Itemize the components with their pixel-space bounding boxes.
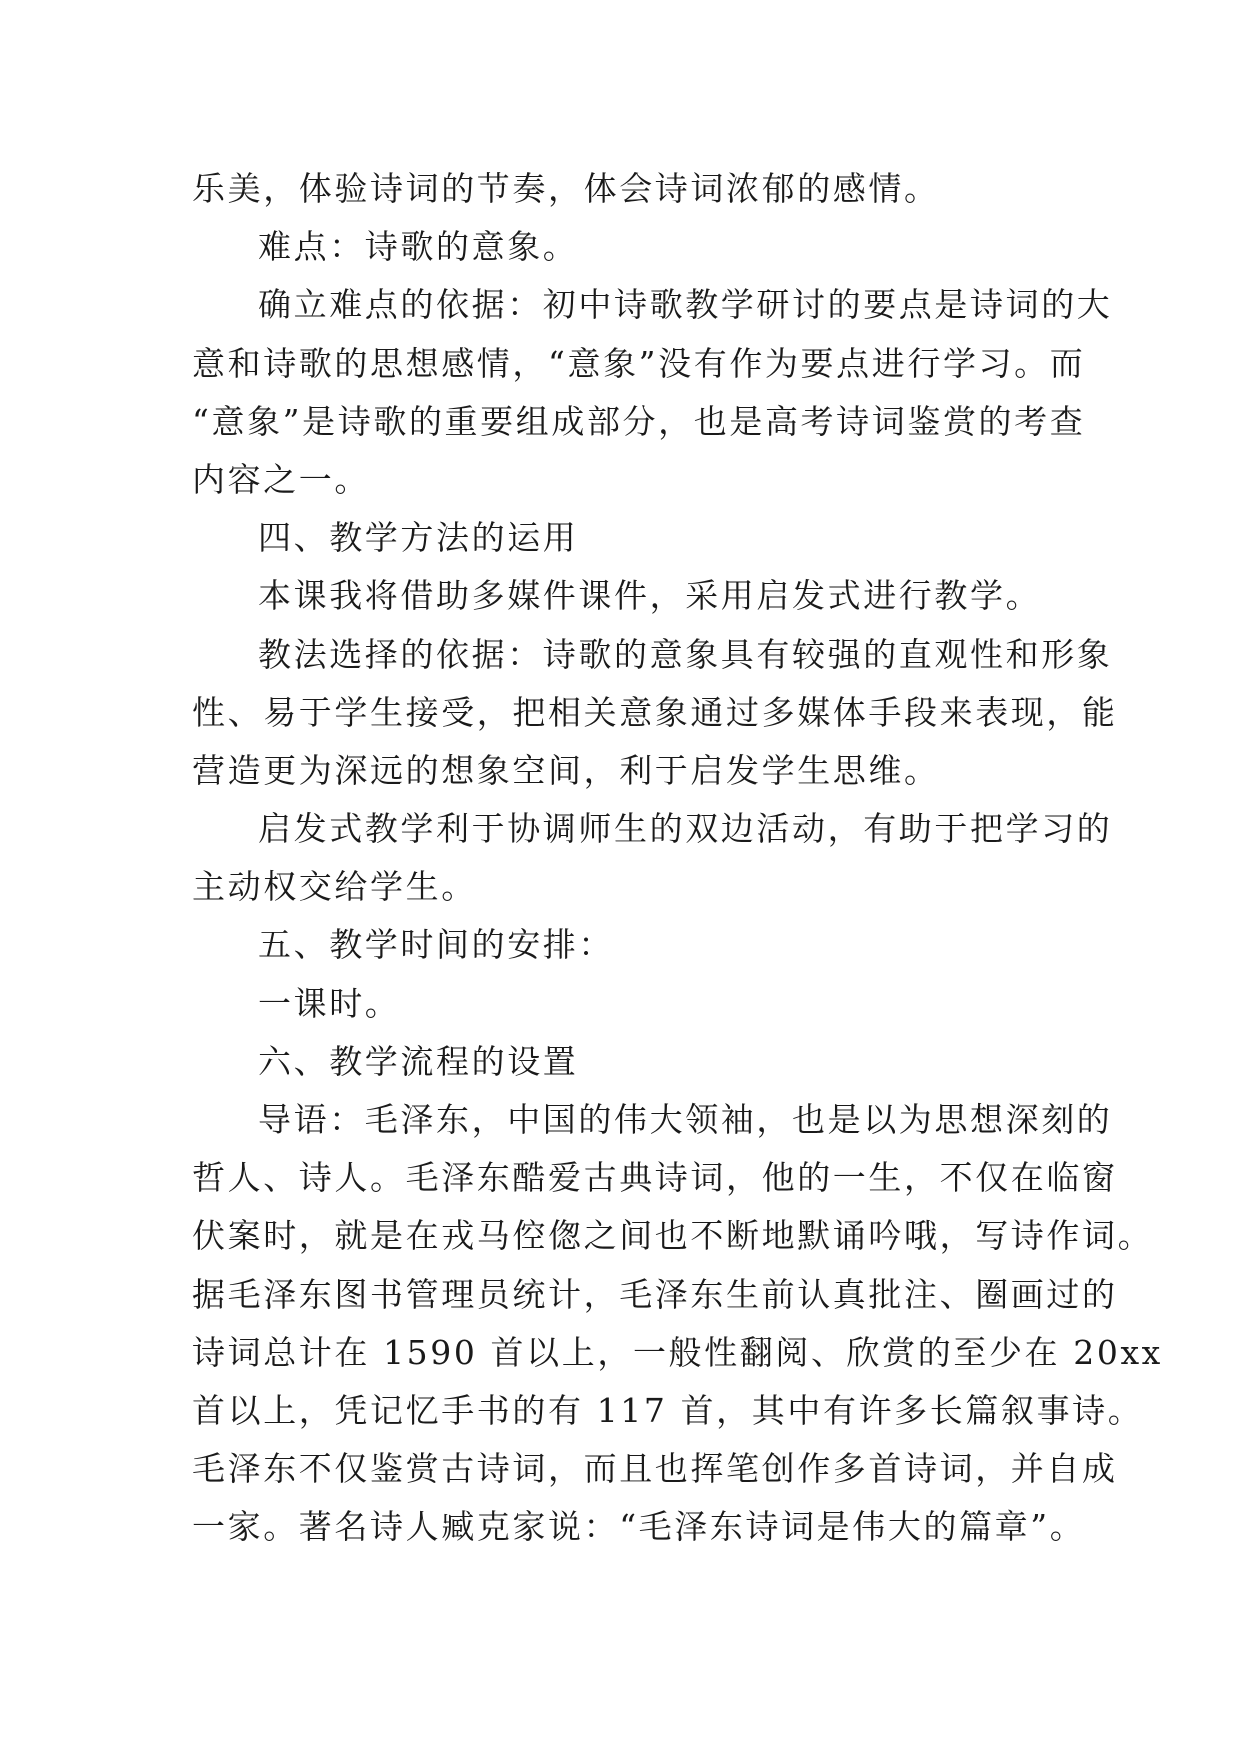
text-line: 据毛泽东图书管理员统计，毛泽东生前认真批注、圈画过的 <box>192 1274 1118 1314</box>
text-line: 内容之一。 <box>192 459 370 499</box>
text-line: 本课我将借助多媒件课件，采用启发式进行教学。 <box>258 576 1042 616</box>
text-line: 六、教学流程的设置 <box>258 1041 579 1081</box>
text-line: 伏案时，就是在戎马倥偬之间也不断地默诵吟哦，写诗作词。 <box>192 1216 1154 1256</box>
text-line: 营造更为深远的想象空间，利于启发学生思维。 <box>192 750 940 790</box>
text-line: 导语：毛泽东，中国的伟大领袖，也是以为思想深刻的 <box>258 1100 1113 1139</box>
text-line: 一课时。 <box>258 983 401 1023</box>
text-line: 确立难点的依据：初中诗歌教学研讨的要点是诗词的大 <box>258 285 1113 325</box>
text-line: 启发式教学利于协调师生的双边活动，有助于把学习的 <box>258 809 1113 849</box>
text-line: 诗词总计在 1590 首以上，一般性翻阅、欣赏的至少在 20xx <box>192 1332 1163 1372</box>
text-line: 首以上，凭记忆手书的有 117 首，其中有许多长篇叙事诗。 <box>192 1390 1144 1430</box>
text-line: “意象”是诗歌的重要组成部分，也是高考诗词鉴赏的考查 <box>192 401 1086 441</box>
text-line: 意和诗歌的思想感情，“意象”没有作为要点进行学习。而 <box>192 343 1086 383</box>
text-line: 哲人、诗人。毛泽东酷爱古典诗词，他的一生，不仅在临窗 <box>192 1158 1118 1198</box>
document-body <box>192 160 1163 1557</box>
text-line: 五、教学时间的安排： <box>258 925 614 965</box>
text-line: 四、教学方法的运用 <box>258 518 579 558</box>
text-line: 主动权交给学生。 <box>192 867 477 907</box>
text-line: 乐美，体验诗词的节奏，体会诗词浓郁的感情。 <box>192 169 940 208</box>
text-line: 毛泽东不仅鉴赏古诗词，而且也挥笔创作多首诗词，并自成 <box>192 1449 1118 1489</box>
text-line: 性、易于学生接受，把相关意象通过多媒体手段来表现，能 <box>192 692 1118 732</box>
text-line: 一家。著名诗人臧克家说：“毛泽东诗词是伟大的篇章”。 <box>192 1507 1086 1547</box>
text-line: 难点：诗歌的意象。 <box>258 227 579 267</box>
text-line: 教法选择的依据：诗歌的意象具有较强的直观性和形象 <box>258 634 1113 674</box>
